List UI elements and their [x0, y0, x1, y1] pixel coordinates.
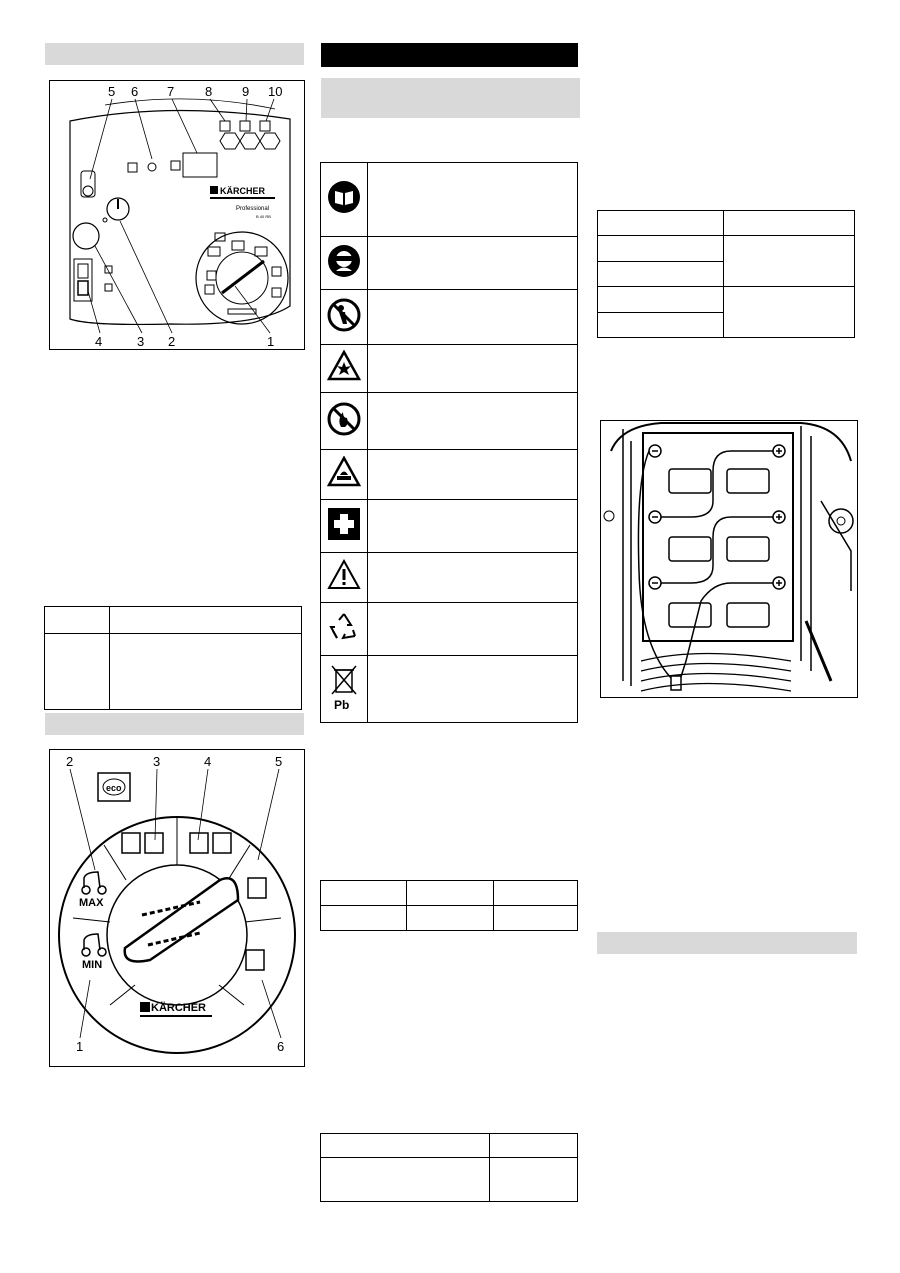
chapter-header-bar — [321, 43, 578, 67]
symbol-text-cell — [368, 450, 578, 500]
callout-number: 5 — [108, 84, 116, 99]
symbol-cell — [321, 656, 368, 723]
no-fire-icon — [327, 402, 361, 436]
symbol-text-cell — [368, 603, 578, 656]
symbol-cell — [321, 393, 368, 450]
battery-wiring-figure — [600, 420, 858, 698]
read-manual-icon — [327, 180, 361, 214]
table-row — [321, 393, 578, 450]
table-cell — [407, 881, 494, 906]
max-label: MAX — [79, 897, 104, 909]
table-cell — [494, 881, 578, 906]
table-cell — [490, 1134, 578, 1158]
table-row — [321, 290, 578, 345]
callout-number: 5 — [275, 754, 283, 769]
callout-number: 2 — [168, 334, 176, 349]
middle-table-a — [320, 880, 578, 931]
table-cell — [321, 1158, 490, 1202]
middle-table-b — [320, 1133, 578, 1202]
table-row — [321, 450, 578, 500]
symbol-text-cell — [368, 553, 578, 603]
program-selector-drawing — [50, 750, 304, 1066]
callout-number: 6 — [131, 84, 139, 99]
eco-label: eco — [106, 783, 122, 793]
symbol-cell — [321, 345, 368, 393]
callout-number: 4 — [204, 754, 212, 769]
callout-number: 9 — [242, 84, 250, 99]
table-cell — [110, 634, 302, 710]
symbol-text-cell — [368, 656, 578, 723]
table-cell — [598, 262, 724, 287]
table-cell — [598, 313, 724, 338]
control-panel-figure — [49, 80, 305, 350]
symbol-text-cell — [368, 393, 578, 450]
explosion-hazard-icon — [327, 350, 361, 382]
callout-number: 6 — [277, 1039, 285, 1054]
brand-logo: KÄRCHER — [151, 1002, 206, 1014]
table-cell — [598, 236, 724, 262]
first-aid-icon — [327, 507, 361, 541]
min-label: MIN — [82, 959, 103, 971]
callout-number: 8 — [205, 84, 213, 99]
table-row — [321, 603, 578, 656]
section-header-bar — [45, 43, 304, 65]
table-cell — [490, 1158, 578, 1202]
table-cell — [724, 236, 855, 287]
symbol-cell — [321, 500, 368, 553]
program-selector-figure — [49, 749, 305, 1067]
table-row — [321, 345, 578, 393]
table-cell — [724, 287, 855, 338]
eye-protection-icon — [327, 244, 361, 278]
callout-number: 10 — [268, 84, 283, 99]
symbol-text-cell — [368, 345, 578, 393]
model-label: Professional — [236, 206, 270, 212]
callout-number: 4 — [95, 334, 103, 349]
symbol-text-cell — [368, 237, 578, 290]
symbol-text-cell — [368, 290, 578, 345]
symbol-cell — [321, 237, 368, 290]
table-row — [321, 500, 578, 553]
symbol-cell — [321, 450, 368, 500]
pb-label: Pb — [334, 697, 350, 712]
callout-number: 3 — [153, 754, 161, 769]
table-cell — [598, 287, 724, 313]
battery-wiring-drawing — [601, 421, 857, 697]
table-cell — [45, 634, 110, 710]
model-label: B 40 RB — [256, 214, 271, 219]
crossed-bin-icon — [326, 662, 362, 712]
corrosive-icon — [327, 456, 361, 488]
table-row — [321, 163, 578, 237]
symbol-text-cell — [368, 500, 578, 553]
symbol-cell — [321, 163, 368, 237]
table-cell — [321, 906, 407, 931]
table-cell — [724, 211, 855, 236]
table-cell — [407, 906, 494, 931]
table-cell — [321, 881, 407, 906]
callout-number: 1 — [76, 1039, 84, 1054]
keep-children-away-icon — [327, 298, 361, 332]
table-cell — [321, 1134, 490, 1158]
table-cell — [598, 211, 724, 236]
callout-number: 7 — [167, 84, 175, 99]
section-header-bar — [597, 932, 857, 954]
callout-number: 2 — [66, 754, 74, 769]
control-panel-drawing — [50, 81, 304, 349]
symbol-cell — [321, 603, 368, 656]
table-row — [321, 656, 578, 723]
general-warning-icon — [327, 559, 361, 591]
symbol-cell — [321, 290, 368, 345]
recycle-icon — [327, 610, 361, 644]
safety-symbols-table — [320, 162, 578, 723]
callout-number: 1 — [267, 334, 275, 349]
brand-logo: KÄRCHER — [220, 186, 265, 196]
table-row — [321, 237, 578, 290]
left-table — [44, 606, 302, 710]
table-cell — [110, 607, 302, 634]
table-cell — [494, 906, 578, 931]
symbol-text-cell — [368, 163, 578, 237]
section-header-bar — [45, 713, 304, 735]
symbol-cell — [321, 553, 368, 603]
table-row — [321, 553, 578, 603]
callout-number: 3 — [137, 334, 145, 349]
right-table — [597, 210, 855, 338]
table-cell — [45, 607, 110, 634]
section-header-bar — [321, 78, 580, 118]
